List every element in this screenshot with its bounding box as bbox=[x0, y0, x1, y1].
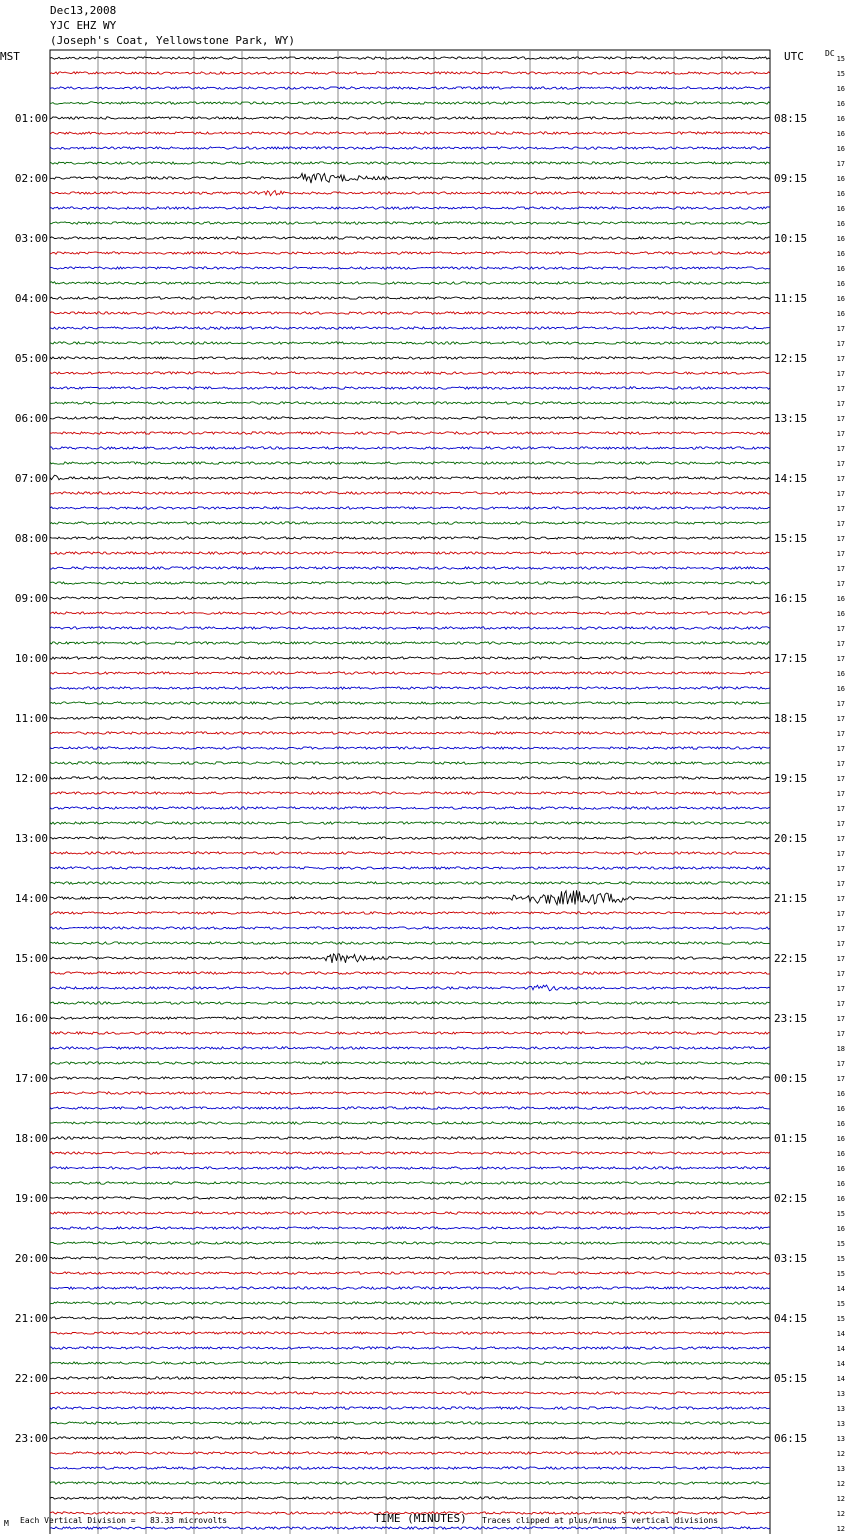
dc-offset-label: 13 bbox=[836, 1435, 845, 1443]
trace-row bbox=[50, 1362, 770, 1364]
station-label: YJC EHZ WY bbox=[50, 19, 117, 32]
trace-row bbox=[50, 162, 770, 164]
dc-offset-label: 16 bbox=[836, 670, 845, 678]
dc-offset-label: 14 bbox=[836, 1285, 845, 1293]
trace-row bbox=[50, 207, 770, 209]
dc-offset-label: 15 bbox=[836, 1315, 845, 1323]
dc-offset-label: 14 bbox=[836, 1330, 845, 1338]
hour-label-left: 13:00 bbox=[14, 832, 48, 845]
dc-offset-label: 17 bbox=[836, 1030, 845, 1038]
trace-row bbox=[50, 1137, 770, 1139]
dc-offset-label: 12 bbox=[836, 1525, 845, 1533]
dc-offset-label: 17 bbox=[836, 1000, 845, 1008]
dc-offset-label: 13 bbox=[836, 1390, 845, 1398]
dc-offset-label: 16 bbox=[836, 205, 845, 213]
dc-offset-label: 16 bbox=[836, 685, 845, 693]
dc-offset-label: 16 bbox=[836, 100, 845, 108]
trace-row bbox=[50, 1317, 770, 1319]
dc-offset-label: 16 bbox=[836, 280, 845, 288]
trace-row bbox=[50, 1167, 770, 1169]
dc-offset-label: 16 bbox=[836, 115, 845, 123]
trace-row bbox=[50, 927, 770, 929]
hour-label-left: 04:00 bbox=[14, 292, 48, 305]
hour-label-right: 10:15 bbox=[774, 232, 808, 245]
dc-offset-label: 13 bbox=[836, 1420, 845, 1428]
hour-label-right: 03:15 bbox=[774, 1252, 808, 1265]
dc-offset-label: 15 bbox=[836, 1270, 845, 1278]
x-axis-title: TIME (MINUTES) bbox=[374, 1512, 467, 1525]
dc-offset-label: 17 bbox=[836, 355, 845, 363]
dc-offset-label: 17 bbox=[836, 700, 845, 708]
dc-offset-label: 16 bbox=[836, 85, 845, 93]
dc-offset-label: 17 bbox=[836, 715, 845, 723]
dc-offset-label: 14 bbox=[836, 1345, 845, 1353]
dc-offset-label: 16 bbox=[836, 295, 845, 303]
dc-offset-label: 17 bbox=[836, 460, 845, 468]
trace-row bbox=[50, 402, 770, 404]
dc-offset-label: 15 bbox=[836, 1210, 845, 1218]
trace-row bbox=[50, 327, 770, 329]
trace-row bbox=[50, 1392, 770, 1394]
dc-offset-label: 16 bbox=[836, 595, 845, 603]
dc-offset-label: 16 bbox=[836, 1135, 845, 1143]
dc-offset-label: 14 bbox=[836, 1360, 845, 1368]
dc-offset-label: 17 bbox=[836, 985, 845, 993]
trace-row bbox=[50, 972, 770, 974]
hour-label-right: 02:15 bbox=[774, 1192, 808, 1205]
trace-row bbox=[50, 342, 770, 344]
dc-offset-label: 16 bbox=[836, 1150, 845, 1158]
dc-offset-label: 16 bbox=[836, 1105, 845, 1113]
dc-offset-label: 12 bbox=[836, 1450, 845, 1458]
dc-offset-label: 17 bbox=[836, 910, 845, 918]
trace-row bbox=[50, 1107, 770, 1109]
hour-label-left: 08:00 bbox=[14, 532, 48, 545]
trace-row bbox=[50, 537, 770, 539]
hour-label-right: 09:15 bbox=[774, 172, 808, 185]
trace-row bbox=[50, 1272, 770, 1274]
hour-label-right: 21:15 bbox=[774, 892, 808, 905]
trace-row bbox=[50, 612, 770, 614]
trace-row bbox=[50, 1212, 770, 1214]
dc-offset-label: 17 bbox=[836, 790, 845, 798]
dc-offset-label: 16 bbox=[836, 1090, 845, 1098]
trace-row bbox=[50, 807, 770, 809]
trace-row bbox=[50, 282, 770, 284]
dc-offset-label: 17 bbox=[836, 385, 845, 393]
dc-offset-label: 16 bbox=[836, 175, 845, 183]
dc-offset-label: 15 bbox=[836, 1255, 845, 1263]
dc-offset-label: 15 bbox=[836, 55, 845, 63]
dc-offset-label: 17 bbox=[836, 580, 845, 588]
hour-label-left: 05:00 bbox=[14, 352, 48, 365]
dc-offset-label: 12 bbox=[836, 1480, 845, 1488]
dc-offset-label: 17 bbox=[836, 565, 845, 573]
hour-label-right: 16:15 bbox=[774, 592, 808, 605]
trace-row bbox=[50, 191, 770, 196]
trace-row bbox=[50, 732, 770, 734]
hour-label-right: 17:15 bbox=[774, 652, 808, 665]
trace-row bbox=[50, 1002, 770, 1004]
dc-offset-label: 17 bbox=[836, 1075, 845, 1083]
trace-row bbox=[50, 837, 770, 839]
trace-row bbox=[50, 147, 770, 149]
trace-row bbox=[50, 1032, 770, 1034]
dc-offset-label: 15 bbox=[836, 1240, 845, 1248]
dc-offset-label: 17 bbox=[836, 535, 845, 543]
trace-row bbox=[50, 642, 770, 644]
dc-offset-label: 12 bbox=[836, 1495, 845, 1503]
hour-label-right: 12:15 bbox=[774, 352, 808, 365]
hour-label-left: 12:00 bbox=[14, 772, 48, 785]
trace-row bbox=[50, 942, 770, 944]
dc-offset-label: 17 bbox=[836, 775, 845, 783]
trace-row bbox=[50, 1152, 770, 1154]
dc-offset-label: 16 bbox=[836, 130, 845, 138]
dc-offset-label: 16 bbox=[836, 310, 845, 318]
dc-label: DC bbox=[825, 49, 835, 58]
dc-offset-label: 17 bbox=[836, 880, 845, 888]
trace-row bbox=[50, 985, 770, 991]
trace-row bbox=[50, 792, 770, 794]
trace-row bbox=[50, 357, 770, 359]
dc-offset-label: 16 bbox=[836, 235, 845, 243]
hour-label-left: 21:00 bbox=[14, 1312, 48, 1325]
dc-offset-label: 17 bbox=[836, 160, 845, 168]
trace-row bbox=[50, 1332, 770, 1334]
trace-row bbox=[50, 1347, 770, 1349]
trace-row bbox=[50, 912, 770, 914]
trace-row bbox=[50, 447, 770, 449]
hour-label-right: 23:15 bbox=[774, 1012, 808, 1025]
date-label: Dec13,2008 bbox=[50, 4, 117, 17]
trace-row bbox=[50, 1437, 770, 1439]
left-timezone-label: MST bbox=[0, 50, 20, 63]
hour-label-right: 08:15 bbox=[774, 112, 808, 125]
dc-offset-label: 16 bbox=[836, 1120, 845, 1128]
trace-row bbox=[50, 475, 770, 480]
dc-offset-label: 16 bbox=[836, 1195, 845, 1203]
trace-row bbox=[50, 822, 770, 824]
dc-offset-label: 17 bbox=[836, 415, 845, 423]
dc-offset-label: 17 bbox=[836, 955, 845, 963]
right-timezone-label: UTC bbox=[784, 50, 804, 63]
trace-row bbox=[50, 657, 770, 659]
trace-row bbox=[50, 492, 770, 494]
trace-row bbox=[50, 1047, 770, 1049]
hour-label-left: 10:00 bbox=[14, 652, 48, 665]
trace-row bbox=[50, 1422, 770, 1424]
hour-label-left: 07:00 bbox=[14, 472, 48, 485]
trace-row bbox=[50, 687, 770, 689]
dc-offset-label: 16 bbox=[836, 145, 845, 153]
hour-label-right: 22:15 bbox=[774, 952, 808, 965]
trace-row bbox=[50, 252, 770, 254]
trace-row bbox=[50, 1482, 770, 1484]
hour-label-left: 17:00 bbox=[14, 1072, 48, 1085]
dc-offset-label: 15 bbox=[836, 70, 845, 78]
trace-row bbox=[50, 954, 770, 963]
trace-row bbox=[50, 1467, 770, 1469]
hour-label-right: 05:15 bbox=[774, 1372, 808, 1385]
dc-offset-label: 17 bbox=[836, 940, 845, 948]
hour-label-right: 20:15 bbox=[774, 832, 808, 845]
trace-row bbox=[50, 627, 770, 629]
trace-row bbox=[50, 417, 770, 419]
trace-row bbox=[50, 1302, 770, 1304]
clip-note: Traces clipped at plus/minus 5 vertical divisions bbox=[482, 1516, 719, 1525]
trace-row bbox=[50, 1452, 770, 1454]
trace-row bbox=[50, 312, 770, 314]
trace-row bbox=[50, 1527, 770, 1529]
dc-offset-label: 17 bbox=[836, 925, 845, 933]
dc-offset-label: 17 bbox=[836, 325, 845, 333]
trace-row bbox=[50, 102, 770, 104]
dc-offset-label: 16 bbox=[836, 1165, 845, 1173]
dc-offset-label: 17 bbox=[836, 370, 845, 378]
hour-label-right: 15:15 bbox=[774, 532, 808, 545]
trace-row bbox=[50, 87, 770, 89]
dc-offset-label: 17 bbox=[836, 655, 845, 663]
dc-offset-label: 17 bbox=[836, 625, 845, 633]
dc-offset-label: 17 bbox=[836, 550, 845, 558]
dc-offset-label: 17 bbox=[836, 1060, 845, 1068]
dc-offset-label: 16 bbox=[836, 1225, 845, 1233]
trace-row bbox=[50, 72, 770, 74]
dc-offset-label: 17 bbox=[836, 760, 845, 768]
dc-offset-label: 17 bbox=[836, 400, 845, 408]
dc-offset-label: 17 bbox=[836, 745, 845, 753]
trace-row bbox=[50, 747, 770, 749]
hour-label-right: 14:15 bbox=[774, 472, 808, 485]
hour-label-left: 01:00 bbox=[14, 112, 48, 125]
dc-offset-label: 16 bbox=[836, 610, 845, 618]
hour-label-right: 01:15 bbox=[774, 1132, 808, 1145]
trace-row bbox=[50, 1497, 770, 1499]
trace-row bbox=[50, 432, 770, 434]
trace-row bbox=[50, 1197, 770, 1199]
trace-row bbox=[50, 57, 770, 59]
hour-label-right: 06:15 bbox=[774, 1432, 808, 1445]
dc-offset-label: 17 bbox=[836, 430, 845, 438]
hour-label-left: 06:00 bbox=[14, 412, 48, 425]
trace-row bbox=[50, 267, 770, 269]
trace-row bbox=[50, 1182, 770, 1184]
dc-offset-label: 16 bbox=[836, 1180, 845, 1188]
trace-row bbox=[50, 522, 770, 524]
trace-row bbox=[50, 1407, 770, 1409]
dc-offset-label: 14 bbox=[836, 1375, 845, 1383]
location-label: (Joseph's Coat, Yellowstone Park, WY) bbox=[50, 34, 296, 47]
trace-row bbox=[50, 117, 770, 119]
dc-offset-label: 12 bbox=[836, 1510, 845, 1518]
trace-row bbox=[50, 672, 770, 674]
dc-offset-label: 17 bbox=[836, 475, 845, 483]
trace-row bbox=[50, 717, 770, 719]
trace-row bbox=[50, 582, 770, 584]
dc-offset-label: 17 bbox=[836, 895, 845, 903]
dc-offset-label: 17 bbox=[836, 445, 845, 453]
trace-row bbox=[50, 462, 770, 464]
dc-offset-label: 15 bbox=[836, 1300, 845, 1308]
trace-row bbox=[50, 1122, 770, 1124]
trace-row bbox=[50, 297, 770, 299]
dc-offset-label: 17 bbox=[836, 820, 845, 828]
trace-row bbox=[50, 132, 770, 134]
trace-row bbox=[50, 552, 770, 554]
trace-row bbox=[50, 777, 770, 779]
dc-offset-label: 17 bbox=[836, 1015, 845, 1023]
dc-offset-label: 17 bbox=[836, 970, 845, 978]
dc-offset-label: 13 bbox=[836, 1405, 845, 1413]
hour-label-left: 18:00 bbox=[14, 1132, 48, 1145]
hour-label-left: 02:00 bbox=[14, 172, 48, 185]
trace-row bbox=[50, 890, 770, 904]
trace-row bbox=[50, 1017, 770, 1019]
dc-offset-label: 17 bbox=[836, 805, 845, 813]
dc-offset-label: 13 bbox=[836, 1465, 845, 1473]
hour-label-left: 11:00 bbox=[14, 712, 48, 725]
trace-row bbox=[50, 222, 770, 224]
trace-row bbox=[50, 597, 770, 599]
hour-label-left: 22:00 bbox=[14, 1372, 48, 1385]
dc-offset-label: 17 bbox=[836, 730, 845, 738]
dc-offset-label: 16 bbox=[836, 220, 845, 228]
dc-offset-label: 17 bbox=[836, 865, 845, 873]
trace-row bbox=[50, 1062, 770, 1064]
dc-offset-label: 17 bbox=[836, 490, 845, 498]
trace-row bbox=[50, 1257, 770, 1259]
hour-label-right: 11:15 bbox=[774, 292, 808, 305]
trace-row bbox=[50, 567, 770, 569]
trace-row bbox=[50, 1227, 770, 1229]
hour-label-left: 20:00 bbox=[14, 1252, 48, 1265]
trace-row bbox=[50, 1092, 770, 1094]
dc-offset-label: 18 bbox=[836, 1045, 845, 1053]
trace-row bbox=[50, 173, 770, 183]
dc-offset-label: 17 bbox=[836, 505, 845, 513]
hour-label-right: 18:15 bbox=[774, 712, 808, 725]
dc-offset-label: 17 bbox=[836, 520, 845, 528]
trace-row bbox=[50, 387, 770, 389]
trace-row bbox=[50, 1377, 770, 1379]
trace-row bbox=[50, 852, 770, 854]
hour-label-right: 04:15 bbox=[774, 1312, 808, 1325]
trace-row bbox=[50, 1287, 770, 1289]
trace-row bbox=[50, 1077, 770, 1079]
scale-label: Each Vertical Division = 83.33 microvolts bbox=[20, 1516, 228, 1525]
trace-row bbox=[50, 372, 770, 374]
dc-offset-label: 16 bbox=[836, 190, 845, 198]
trace-row bbox=[50, 882, 770, 884]
trace-row bbox=[50, 1242, 770, 1244]
trace-row bbox=[50, 867, 770, 869]
dc-offset-label: 16 bbox=[836, 250, 845, 258]
hour-label-left: 23:00 bbox=[14, 1432, 48, 1445]
hour-label-left: 19:00 bbox=[14, 1192, 48, 1205]
dc-offset-label: 17 bbox=[836, 640, 845, 648]
trace-row bbox=[50, 702, 770, 704]
trace-row bbox=[50, 507, 770, 509]
hour-label-left: 14:00 bbox=[14, 892, 48, 905]
hour-label-right: 19:15 bbox=[774, 772, 808, 785]
hour-label-right: 00:15 bbox=[774, 1072, 808, 1085]
hour-label-left: 03:00 bbox=[14, 232, 48, 245]
dc-offset-label: 17 bbox=[836, 850, 845, 858]
trace-row bbox=[50, 237, 770, 239]
dc-offset-label: 16 bbox=[836, 265, 845, 273]
corner-mark: M bbox=[4, 1519, 9, 1528]
hour-label-left: 15:00 bbox=[14, 952, 48, 965]
dc-offset-label: 17 bbox=[836, 835, 845, 843]
dc-offset-label: 17 bbox=[836, 340, 845, 348]
hour-label-right: 13:15 bbox=[774, 412, 808, 425]
hour-label-left: 16:00 bbox=[14, 1012, 48, 1025]
trace-row bbox=[50, 762, 770, 764]
hour-label-left: 09:00 bbox=[14, 592, 48, 605]
